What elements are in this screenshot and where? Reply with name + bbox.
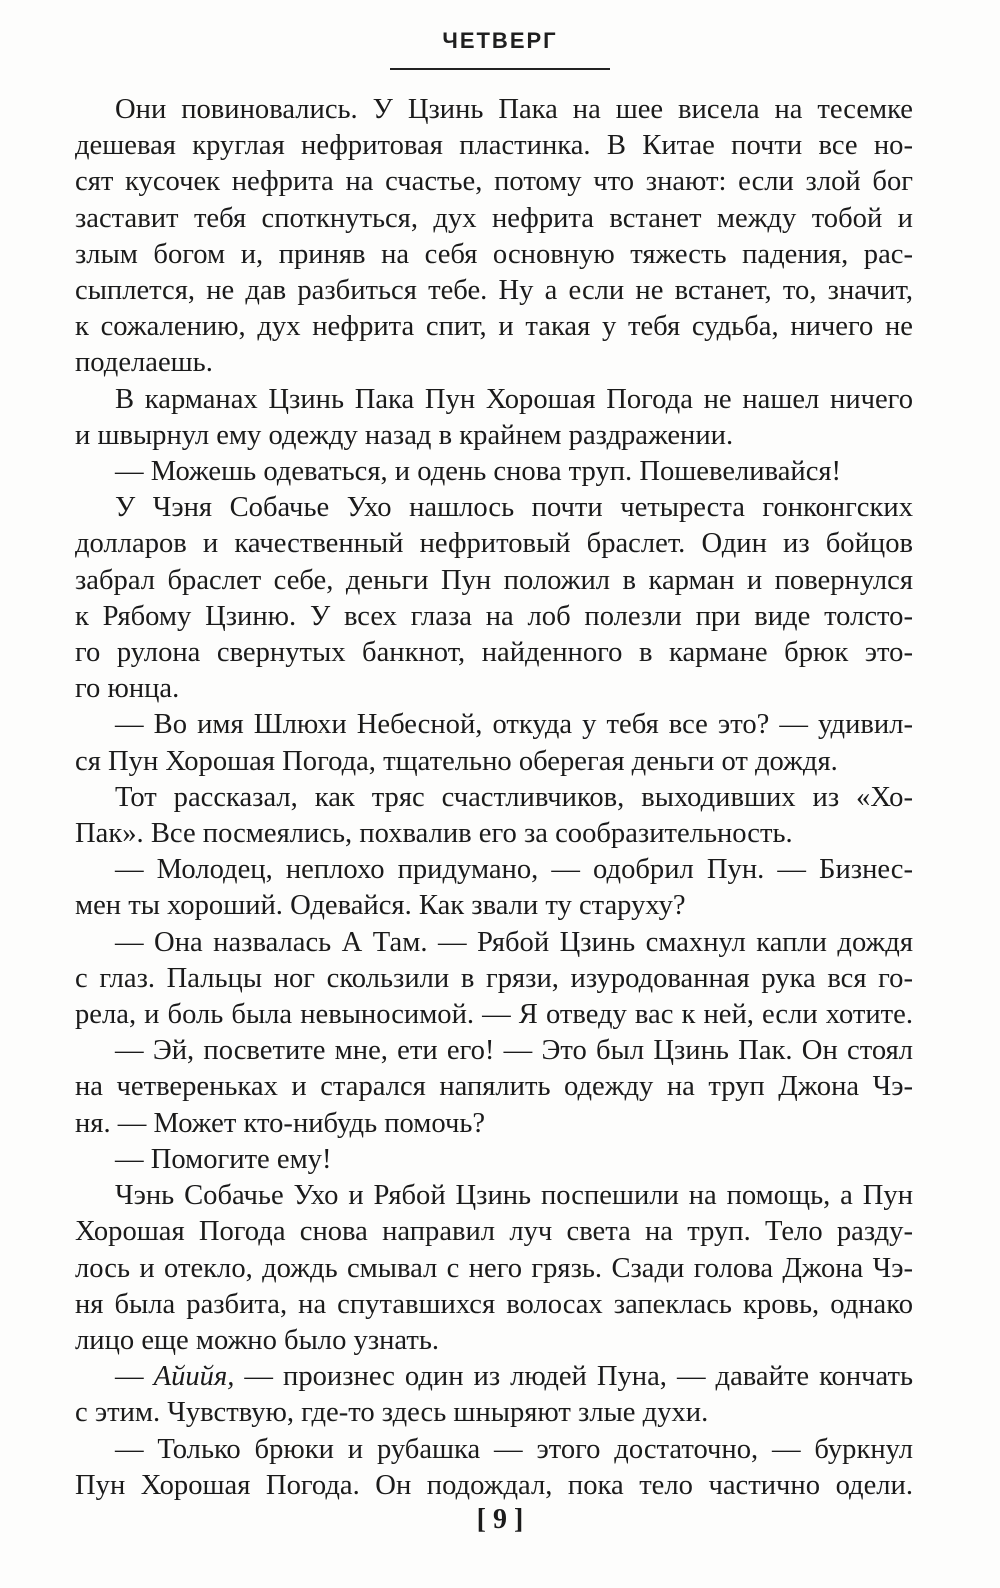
text-line: лицо еще можно было узнать.: [75, 1324, 440, 1356]
text-line: к Рябому Цзиню. У всех глаза на лоб полезли при виде толсто-: [75, 600, 913, 632]
text-line: злым богом и, приняв на себя основную тяжесть падения, рас-: [75, 238, 913, 270]
text-line: ня была разбита, на спутавшихся волосах запеклась кровь, однако: [75, 1288, 913, 1320]
page-number: [ 9 ]: [476, 1504, 524, 1535]
text-line: дешевая круглая нефритовая пластинка. В Китае почти все но-: [75, 130, 913, 162]
text-line: и швырнул ему одежду назад в крайнем раздражении.: [75, 419, 734, 451]
text-line: Хорошая Погода снова направил луч света на труп. Тело разду-: [75, 1216, 913, 1248]
text-line: заставит тебя споткнуться, дух нефрита встанет между тобой и: [75, 202, 913, 234]
text-line: рела, и боль была невыносимой. — Я отведу вас к ней, если хотите.: [75, 999, 913, 1031]
text-line: поделаешь.: [75, 347, 213, 379]
running-header: [0, 28, 1000, 54]
text-line: — Помогите ему!: [115, 1143, 332, 1175]
text-line: ся Пун Хорошая Погода, тщательно оберегая деньги от дождя.: [75, 745, 838, 777]
text-line: с этим. Чувствую, где-то здесь шныряют злые духи.: [75, 1397, 709, 1429]
text-line: забрал браслет себе, деньги Пун положил в карман и повернулся: [75, 564, 913, 596]
text-line: — Только брюки и рубашка — этого достаточно, — буркнул: [115, 1433, 913, 1465]
text-line: Чэнь Собачье Ухо и Рябой Цзинь поспешили на помощь, а Пун: [115, 1180, 913, 1212]
text-line: Они повиновались. У Цзинь Пака на шее висела на тесемке: [115, 94, 913, 125]
text-line: У Чэня Собачье Ухо нашлось почти четыреста гонконгских: [115, 492, 913, 524]
text-line: — Молодец, неплохо придумано, — одобрил Пун. — Бизнес-: [115, 854, 913, 886]
text-line: — Эй, посветите мне, ети его! — Это был Цзинь Пак. Он стоял: [115, 1035, 913, 1067]
text-line: В карманах Цзинь Пака Пун Хорошая Погода не нашел ничего: [115, 383, 913, 415]
body-text: [75, 92, 913, 1504]
text-line: сыплется, не дав разбиться тебе. Ну а если не встанет, то, значит,: [75, 275, 913, 307]
text-line: мен ты хороший. Одевайся. Как звали ту старуху?: [75, 890, 686, 922]
text-line: го юнца.: [75, 673, 180, 705]
text-line: лось и отекло, дождь смывал с него грязь. Сзади голова Джона Чэ-: [75, 1252, 913, 1284]
text-line: Тот рассказал, как тряс счастливчиков, выходивших из «Хо-: [115, 781, 913, 813]
text-line: долларов и качественный нефритовый браслет. Один из бойцов: [75, 528, 913, 560]
text-line: ня. — Может кто-нибудь помочь?: [75, 1107, 486, 1139]
text-line: с глаз. Пальцы ног скользили в грязи, изуродованная рука вся го-: [75, 962, 913, 994]
text-line: го рулона свернутых банкнот, найденного в кармане брюк это-: [75, 637, 913, 669]
text-line: — Она назвалась А Там. — Рябой Цзинь смахнул капли дождя: [115, 926, 913, 958]
italic-exclamation: Айийя,: [153, 1361, 235, 1393]
text-line: Пак». Все посмеялись, похвалив его за сообразительность.: [75, 818, 793, 850]
text-line: Пун Хорошая Погода. Он подождал, пока тело частично одели.: [75, 1469, 913, 1501]
text-line: сят кусочек нефрита на счастье, потому что знают: если злой бог: [75, 166, 913, 198]
header-rule: [390, 68, 610, 70]
dash-segment: —: [115, 1361, 154, 1393]
line-segment: — произнес один из людей Пуна, — давайте кончать: [234, 1361, 913, 1393]
text-line: — Во имя Шлюхи Небесной, откуда у тебя все это? — удивил-: [115, 709, 913, 741]
text-line: к сожалению, дух нефрита спит, и такая у тебя судьба, ничего не: [75, 311, 913, 343]
running-title: ЧЕТВЕРГ: [442, 28, 558, 53]
text-line: — Можешь одеваться, и одень снова труп. Пошевеливайся!: [115, 456, 842, 488]
text-line: [75, 1359, 913, 1395]
text-line: на четвереньках и старался напялить одежду на труп Джона Чэ-: [75, 1071, 913, 1103]
